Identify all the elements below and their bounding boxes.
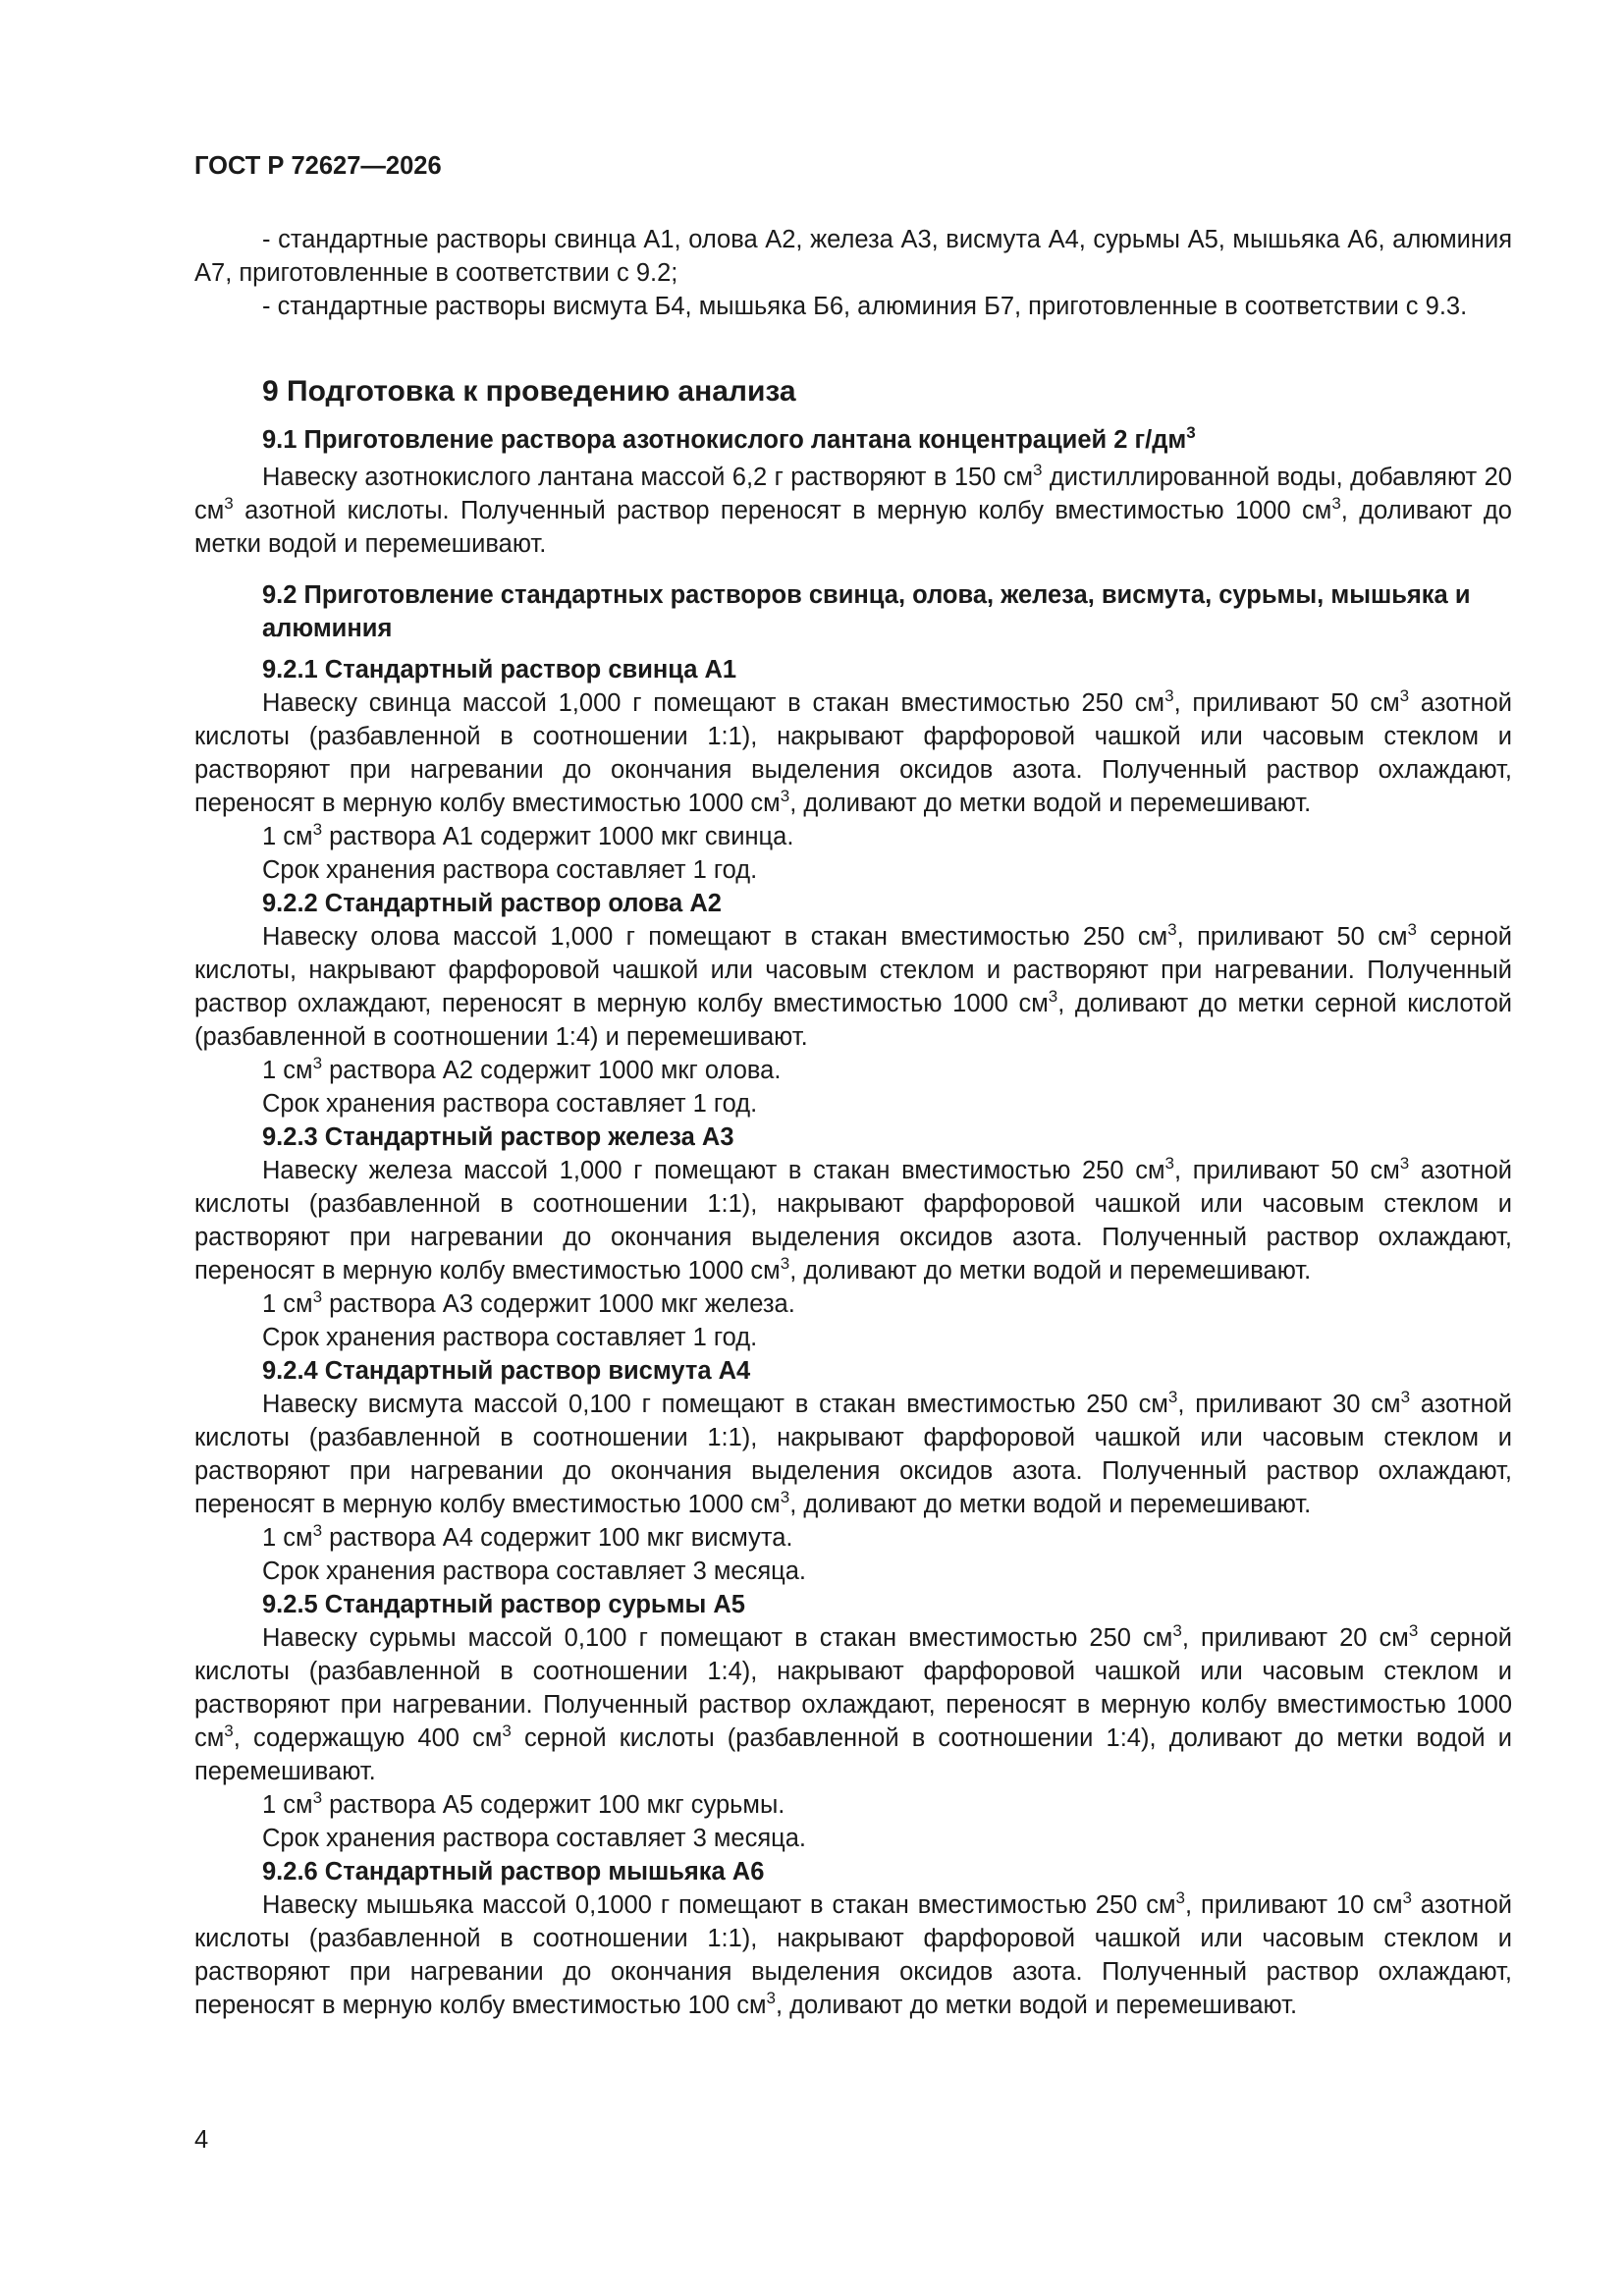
document-body [194, 223, 1512, 2022]
paragraph: 1 $см^3$ раствора А4 содержит 100 мкг висмута. [262, 1521, 793, 1552]
paragraph: Срок хранения раствора составляет 1 год. [262, 1090, 758, 1118]
paragraph: Срок хранения раствора составляет 1 год. [262, 856, 758, 884]
paragraph: Срок хранения раствора составляет 3 месяца. [262, 1825, 807, 1852]
paragraph: 1 $см^3$ раствора А2 содержит 1000 мкг олова. [262, 1054, 782, 1084]
paragraph: 1 $см^3$ раствора А1 содержит 1000 мкг свинца. [262, 820, 794, 850]
paragraph: Навеску сурьмы массой 0,100 г помещают в стакан вместимостью 250 $см^3$, приливают 20 $см^3$ серной кислоты (разбавленной в соотношении 1:4), накрывают фарфоровой чашкой или часовым стеклом и растворяют при нагревании. Полученный раствор охлаждают, переносят в мерную колбу вместимостью 1000 $см^3$, содержащую 400 $см^3$ серной кислоты (разбавленной в соотношении 1:4), доливают до метки водой и перемешивают. [194, 1621, 1512, 1785]
subsection-heading: 9.2 Приготовление стандартных растворов свинца, олова, железа, висмута, сурьмы, мышьяка и алюминия [262, 581, 1471, 642]
clause-heading: 9.2.6 Стандартный раствор мышьяка А6 [262, 1858, 765, 1886]
clause-heading: 9.2.2 Стандартный раствор олова А2 [262, 890, 722, 917]
paragraph: Навеску железа массой 1,000 г помещают в стакан вместимостью 250 $см^3$, приливают 50 $см^3$ азотной кислоты (разбавленной в соотношении 1:1), накрывают фарфоровой чашкой или часовым стеклом и растворяют при нагревании до окончания выделения оксидов азота. Полученный раствор охлаждают, переносят в мерную колбу вместимостью 1000 $см^3$, доливают до метки водой и перемешивают. [194, 1154, 1512, 1285]
document-id-header: ГОСТ Р 72627—2026 [194, 152, 442, 180]
clause-heading: 9.2.1 Стандартный раствор свинца А1 [262, 656, 737, 683]
page-number: 4 [194, 2126, 209, 2154]
paragraph: Навеску мышьяка массой 0,1000 г помещают в стакан вместимостью 250 $см^3$, приливают 10 $см^3$ азотной кислоты (разбавленной в соотношении 1:1), накрывают фарфоровой чашкой или часовым стеклом и растворяют при нагревании до окончания выделения оксидов азота. Полученный раствор охлаждают, переносят в мерную колбу вместимостью 100 $см^3$, доливают до метки водой и перемешивают. [194, 1888, 1512, 2019]
paragraph: Срок хранения раствора составляет 3 месяца. [262, 1558, 807, 1585]
paragraph: Навеску висмута массой 0,100 г помещают в стакан вместимостью 250 $см^3$, приливают 30 $см^3$ азотной кислоты (разбавленной в соотношении 1:1), накрывают фарфоровой чашкой или часовым стеклом и растворяют при нагревании до окончания выделения оксидов азота. Полученный раствор охлаждают, переносят в мерную колбу вместимостью 1000 $см^3$, доливают до метки водой и перемешивают. [194, 1388, 1512, 1518]
paragraph: Навеску азотнокислого лантана массой 6,2 г растворяют в 150 $см^3$ дистиллированной воды, добавляют 20 $см^3$ азотной кислоты. Полученный раствор переносят в мерную колбу вместимостью 1000 $см^3$, доливают до метки водой и перемешивают. [194, 461, 1512, 558]
clause-heading: 9.2.5 Стандартный раствор сурьмы А5 [262, 1591, 745, 1618]
paragraph: Навеску олова массой 1,000 г помещают в стакан вместимостью 250 $см^3$, приливают 50 $см^3$ серной кислоты, накрывают фарфоровой чашкой или часовым стеклом и растворяют при нагревании. Полученный раствор охлаждают, переносят в мерную колбу вместимостью 1000 $см^3$, доливают до метки серной кислотой (разбавленной в соотношении 1:4) и перемешивают. [194, 920, 1512, 1051]
clause-heading: 9.2.3 Стандартный раствор железа А3 [262, 1123, 734, 1151]
list-item: - стандартные растворы свинца А1, олова А2, железа А3, висмута А4, сурьмы А5, мышьяка А6, алюминия А7, приготовленные в соответствии с 9.2; [194, 226, 1512, 287]
paragraph: 1 $см^3$ раствора А3 содержит 1000 мкг железа. [262, 1287, 795, 1318]
clause-heading: 9.2.4 Стандартный раствор висмута А4 [262, 1357, 751, 1385]
section-heading: 9 Подготовка к проведению анализа [262, 375, 796, 408]
subsection-heading: 9.1 Приготовление раствора азотнокислого лантана концентрацией 2 $г/дм^3$ [262, 423, 1196, 454]
paragraph: 1 $см^3$ раствора А5 содержит 100 мкг сурьмы. [262, 1788, 785, 1819]
paragraph: Срок хранения раствора составляет 1 год. [262, 1324, 758, 1351]
paragraph: Навеску свинца массой 1,000 г помещают в стакан вместимостью 250 $см^3$, приливают 50 $см^3$ азотной кислоты (разбавленной в соотношении 1:1), накрывают фарфоровой чашкой или часовым стеклом и растворяют при нагревании до окончания выделения оксидов азота. Полученный раствор охлаждают, переносят в мерную колбу вместимостью 1000 $см^3$, доливают до метки водой и перемешивают. [194, 686, 1512, 817]
list-item: - стандартные растворы висмута Б4, мышьяка Б6, алюминия Б7, приготовленные в соответствии с 9.3. [262, 293, 1468, 320]
